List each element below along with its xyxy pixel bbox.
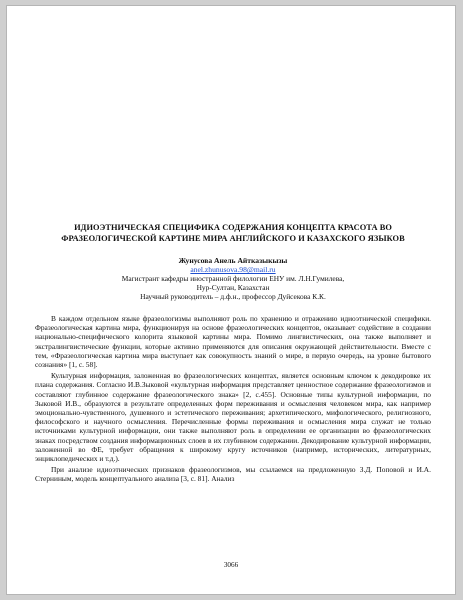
paragraph: При анализе идиоэтнических признаков фразеологизмов, мы ссылаемся на предложенную З.Д. Поповой и И.А. Стерниным, модель концептуального анализа [3, с. 81]. Анализ	[35, 465, 431, 484]
paper-body	[35, 314, 431, 484]
affiliation-line: Нур-Султан, Казахстан	[196, 283, 270, 292]
author-email[interactable]: anel.zhunusova.98@mail.ru	[190, 265, 276, 274]
author-name: Жунусова Анель Айтказыкызы	[178, 256, 288, 265]
paragraph: В каждом отдельном языке фразеологизмы выполняют роль по хранению и отражению идиоэтнической специфики. Фразеологическая картина мира, функционируя на основе фразеологических концептов, оказывает содействие в создании национально-специфического колорита языковой картины мира. Помимо лингвистических, она также выполняет и экстралингвистические функции, которые активно применяются для описания окружающей действительности. Вместе с тем, «Фразеологическая картина мира выступает как совокупность знаний о мире, в первую очередь, на уровне бытового сознания» [1, с. 58].	[35, 314, 431, 370]
title-line: ФРАЗЕОЛОГИЧЕСКОЙ КАРТИНЕ МИРА АНГЛИЙСКОГО И КАЗАХСКОГО ЯЗЫКОВ	[61, 233, 405, 243]
paragraph: Культурная информация, заложенная во фразеологических концептах, является основным ключом к декодировке их плана содержания. Согласно И.В.Зыковой «культурная информация представляет ценностное содержание фразеологизмов и составляют глубинное содержание фразеологического знака» [2, с.455]. Основные типы культурной информации, по Зыковой И.В., образуются в результате определенных форм переживания и осмысления человеком мира, как например эмоционально-чувственного, душевного и эстетического переживания; архетипического, мифологического, религиозного, философского и научного осмысления. Перечисленные формы переживания и осмысления мира служат не только источниками культурной информации, они также выполняют роль в определении ее организации во фразеологических знаках посредством создания информационных слоев в их глубинном содержании. Декодирование культурной информации, заложенной во ФЕ, требует обращения к широкому кругу источников (например, исторических, литературных, энциклопедических и т.д.).	[35, 371, 431, 464]
document-page	[6, 5, 456, 595]
affiliation	[35, 274, 431, 301]
title-line: ИДИОЭТНИЧЕСКАЯ СПЕЦИФИКА СОДЕРЖАНИЯ КОНЦЕПТА КРАСОТА ВО	[74, 223, 392, 232]
paper-title	[35, 223, 431, 244]
affiliation-line: Магистрант кафедры иностранной филологии ЕНУ им. Л.Н.Гумилева,	[121, 274, 345, 283]
supervisor-line: Научный руководитель – д.ф.н., профессор Дуйсекова К.К.	[140, 292, 326, 301]
paper-content	[35, 223, 431, 486]
page-number: 3066	[223, 561, 239, 569]
